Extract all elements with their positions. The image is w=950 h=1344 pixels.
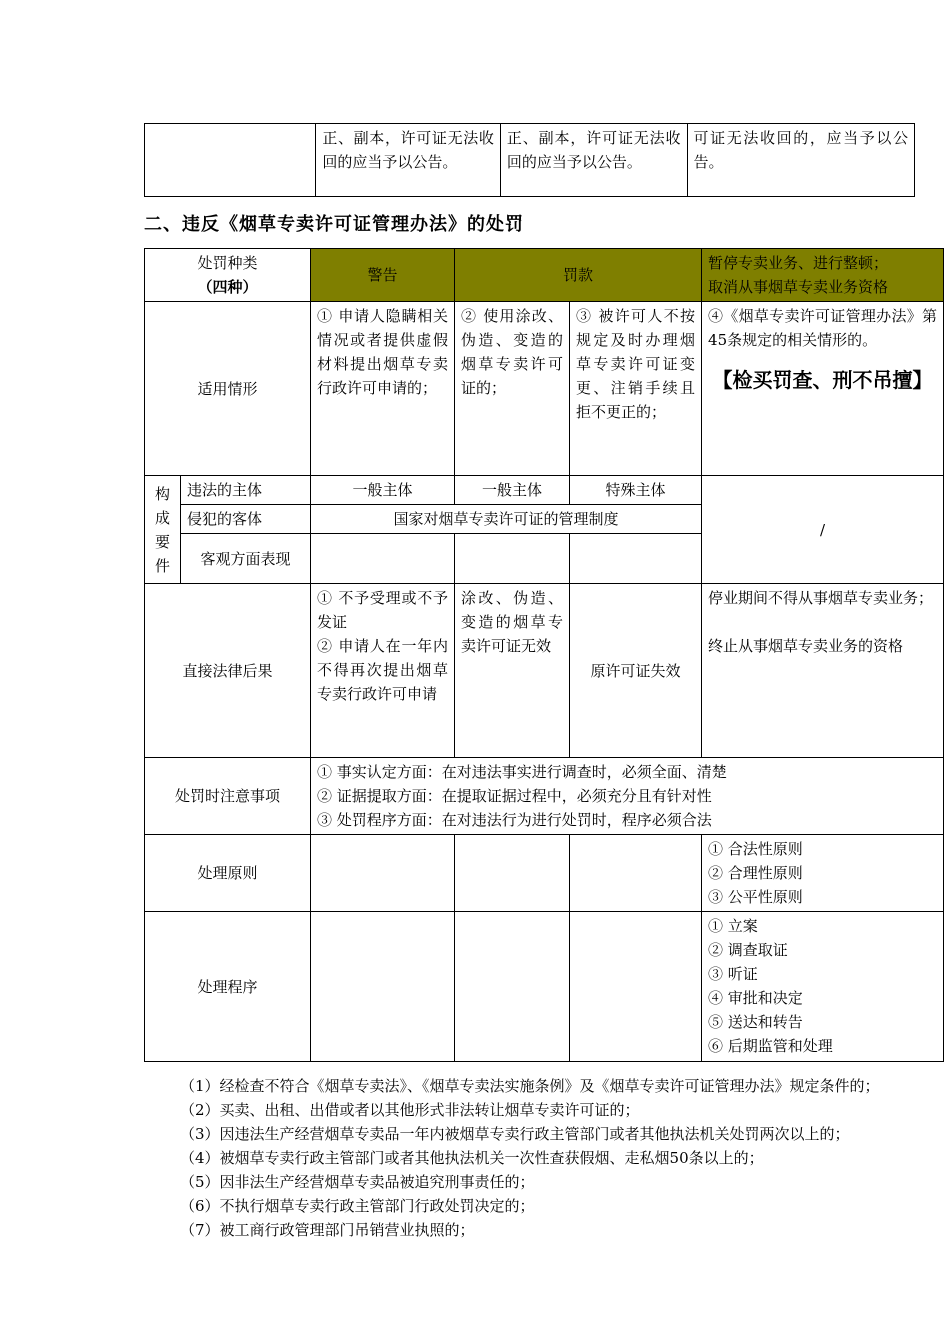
objective-c2 [455,534,570,584]
header-suspend-line1: 暂停专卖业务、进行整顿； [708,254,889,272]
attention-item-2: ② 证据提取方面：在提取证据过程中，必须充分且有针对性 [317,787,712,805]
cell-c3: 正、副本，许可证无法收回的应当予以公告。 [500,124,687,197]
note-3: （3）因违法生产经营烟草专卖品一年内被烟草专卖行政主管部门或者其他执法机关处罚两次以上的； [180,1125,850,1143]
consequence-c4 [702,584,944,758]
cell-c2: 正、副本，许可证无法收回的应当予以公告。 [316,124,501,197]
note-6: （6）不执行烟草专卖行政主管部门行政处罚决定的； [180,1197,535,1215]
subject-c1: 一般主体 [311,476,455,505]
principle-item-2: ② 合理性原则 [708,864,803,882]
subject-c2: 一般主体 [455,476,570,505]
procedure-item-3: ③ 听证 [708,965,758,983]
procedure-c1 [311,912,455,1062]
objective-c1 [311,534,455,584]
situations-c4-text: ④《烟草专卖许可证管理办法》第45条规定的相关情形的。 [708,307,938,349]
procedure-c3 [570,912,702,1062]
elements-label [145,476,181,584]
elements-char-4: 件 [154,556,170,575]
consequence-c2: 涂改、伪造、变造的烟草专卖许可证无效 [455,584,570,758]
principle-item-3: ③ 公平性原则 [708,888,803,906]
header-suspend-line2: 取消从事烟草专卖业务资格 [708,278,889,296]
consequence-c4-line1: 停业期间不得从事烟草专卖业务； [708,589,934,607]
mnemonic: 【检买罚查、刑不吊擅】 [712,368,933,392]
procedure-label: 处理程序 [145,912,311,1062]
header-fine: 罚款 [455,249,702,302]
procedure-content [702,912,944,1062]
cell-empty [145,124,316,197]
note-2: （2）买卖、出租、出借或者以其他形式非法转让烟草专卖许可证的； [180,1101,640,1119]
header-warning: 警告 [311,249,455,302]
consequence-c1 [311,584,455,758]
procedure-item-6: ⑥ 后期监管和处理 [708,1037,833,1055]
continuation-table [144,123,915,197]
elements-slash: / [702,476,944,584]
note-4: （4）被烟草专卖行政主管部门或者其他执法机关一次性查获假烟、走私烟50条以上的； [180,1149,764,1167]
procedure-item-5: ⑤ 送达和转告 [708,1013,803,1031]
situations-c1: ① 申请人隐瞒相关情况或者提供虚假材料提出烟草专卖行政许可申请的； [311,302,455,476]
attention-item-3: ③ 处罚程序方面：在对违法行为进行处罚时，程序必须合法 [317,811,712,829]
header-suspend [702,249,944,302]
principles-c3 [570,835,702,912]
procedure-c2 [455,912,570,1062]
objective-c3 [570,534,702,584]
principles-c2 [455,835,570,912]
penalty-table [144,248,944,1062]
header-type-count: （四种） [197,278,258,296]
principles-label: 处理原则 [145,835,311,912]
situations-c4 [702,302,944,476]
elements-char-1: 构 [154,484,170,503]
procedure-item-2: ② 调查取证 [708,941,788,959]
consequence-c4-line2: 终止从事烟草专卖业务的资格 [708,637,904,655]
procedure-item-1: ① 立案 [708,917,758,935]
situations-c2: ② 使用涂改、伪造、变造的烟草专卖许可证的； [455,302,570,476]
header-type-label: 处罚种类 [197,254,258,272]
principle-item-1: ① 合法性原则 [708,840,803,858]
section-heading: 二、违反《烟草专卖许可证管理办法》的处罚 [144,214,524,235]
consequence-c3: 原许可证失效 [570,584,702,758]
subject-label: 违法的主体 [181,476,311,505]
cell-c4: 可证无法收回的，应当予以公告。 [687,124,914,197]
object-value: 国家对烟草专卖许可证的管理制度 [311,505,702,534]
note-5: （5）因非法生产经营烟草专卖品被追究刑事责任的； [180,1173,535,1191]
objective-label: 客观方面表现 [181,534,311,584]
elements-char-2: 成 [154,508,170,527]
attention-content [311,758,944,835]
attention-item-1: ① 事实认定方面：在对违法事实进行调查时，必须全面、清楚 [317,763,727,781]
situations-c3: ③ 被许可人不按规定及时办理烟草专卖许可证变更、注销手续且拒不更正的； [570,302,702,476]
subject-c3: 特殊主体 [570,476,702,505]
note-7: （7）被工商行政管理部门吊销营业执照的； [180,1221,475,1239]
note-1: （1）经检查不符合《烟草专卖法》、《烟草专卖法实施条例》及《烟草专卖许可证管理办法》规定条件的； [180,1077,880,1095]
header-type-cell [145,249,311,302]
consequence-c1-item-2: ② 申请人在一年内不得再次提出烟草专卖行政许可申请 [317,637,449,703]
attention-label: 处罚时注意事项 [145,758,311,835]
consequence-label: 直接法律后果 [145,584,311,758]
principles-c1 [311,835,455,912]
notes-list [144,1074,914,1242]
procedure-item-4: ④ 审批和决定 [708,989,803,1007]
object-label: 侵犯的客体 [181,505,311,534]
principles-content [702,835,944,912]
situations-label: 适用情形 [145,302,311,476]
elements-char-3: 要 [154,532,170,551]
consequence-c1-item-1: ① 不予受理或不予发证 [317,589,449,631]
